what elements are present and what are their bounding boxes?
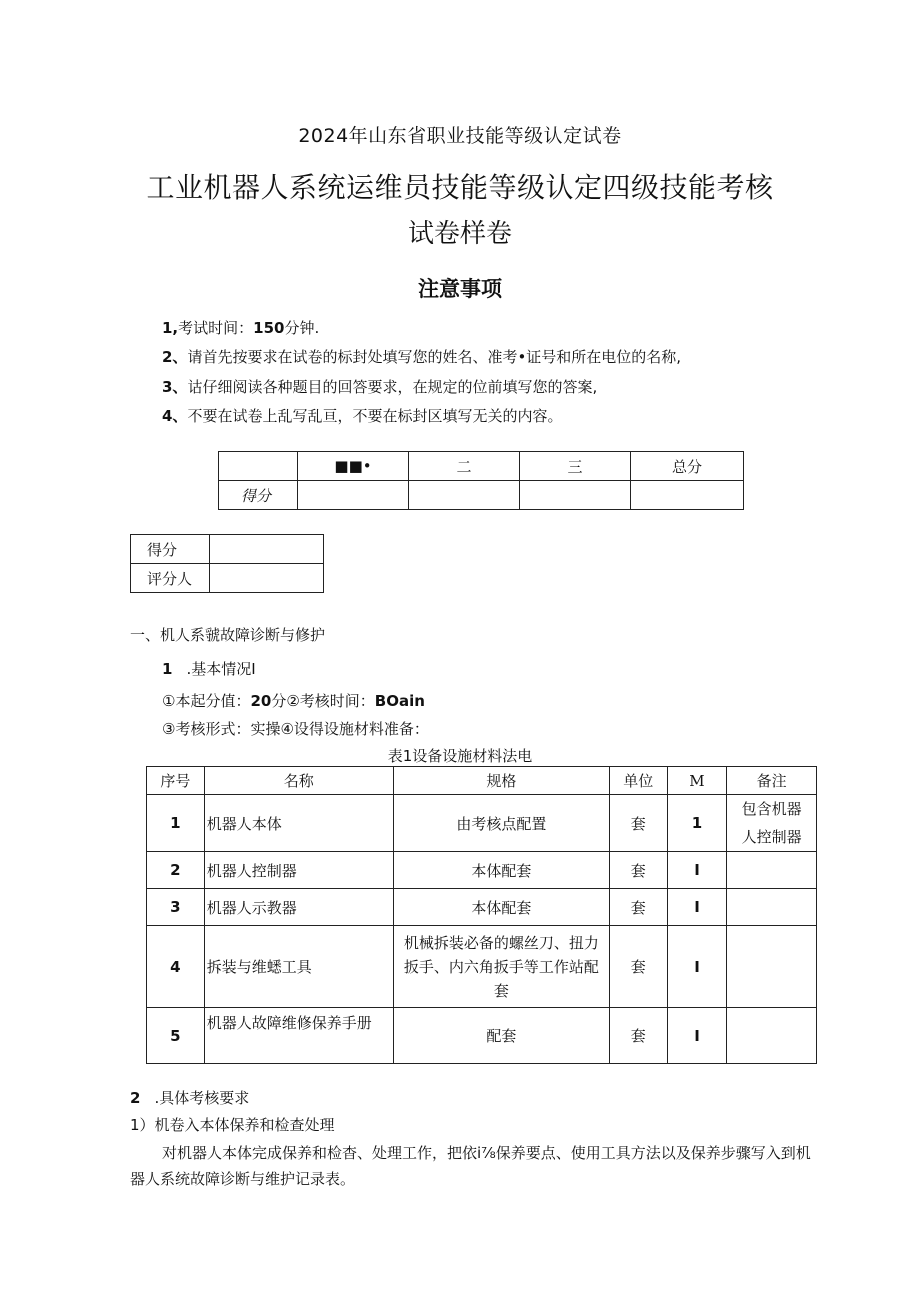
subsection-heading <box>130 1087 249 1108</box>
subsection-item-heading: 1）机卷入本体保养和检查处理 <box>130 1116 335 1134</box>
grader-table <box>130 534 324 593</box>
item-spec: 本体配套 <box>393 852 609 889</box>
item-note <box>727 852 817 889</box>
grader-input-cell[interactable] <box>210 564 324 593</box>
subsection-title: .基本情况I <box>186 660 256 678</box>
notice-item-prefix: 2、 <box>162 348 188 366</box>
notice-item-prefix: 1, <box>162 319 179 337</box>
table-header-row <box>147 767 817 795</box>
spec-line: 机械拆装必备的螺丝刀、扭力 <box>403 933 599 952</box>
score-input-cell[interactable] <box>631 481 744 510</box>
score-input-cell[interactable] <box>298 481 409 510</box>
score-row-label: 得分 <box>219 481 298 510</box>
item-spec: 由考核点配置 <box>393 795 609 852</box>
table-header-cell: 单位 <box>609 767 667 795</box>
notice-item-prefix: 4、 <box>162 407 188 425</box>
row-number: 1 <box>147 795 205 852</box>
notice-item <box>162 405 562 426</box>
item-unit: 套 <box>609 852 667 889</box>
notice-item-prefix: 3、 <box>162 378 188 396</box>
info-text: 分②考核时间： <box>271 692 375 710</box>
info-value: 20 <box>250 692 272 710</box>
table-row <box>219 481 744 510</box>
notice-item-text: 考试时间： <box>178 319 254 337</box>
item-spec: 本体配套 <box>393 889 609 926</box>
table-header-cell: 三 <box>520 452 631 481</box>
item-unit: 套 <box>609 1008 667 1064</box>
grader-label-name: 评分人 <box>131 564 210 593</box>
item-qty: I <box>667 889 727 926</box>
item-unit: 套 <box>609 795 667 852</box>
table-header-cell: M <box>667 767 727 795</box>
exam-info-line <box>162 690 425 711</box>
item-note <box>727 795 817 852</box>
item-note <box>727 926 817 1008</box>
table-row <box>147 795 817 852</box>
item-spec <box>393 926 609 1008</box>
body-paragraph: 对机器人本体完成保养和检杳、处理工作，把依i⅞保养要点、使用工具方法以及保养步骤写入到机器人系统故障诊断与维护记录表。 <box>130 1144 811 1188</box>
equipment-table <box>146 766 817 1064</box>
item-unit: 套 <box>609 889 667 926</box>
table-row <box>131 564 324 593</box>
item-name: 机器人故障维修保养手册 <box>204 1008 393 1064</box>
notice-item-text: 分钟. <box>284 319 320 337</box>
exam-main-title: 工业机器人系统运维员技能等级认定四级技能考核 <box>146 171 774 204</box>
spec-line: 扳手、内六角扳手等工作站配 <box>403 957 599 976</box>
table-row <box>131 535 324 564</box>
note-line: 人控制器 <box>741 828 802 846</box>
notice-item-text: 请首先按要求在试卷的标封处填写您的姓名、准考•证号和所在电位的名称, <box>187 348 682 366</box>
item-note <box>727 1008 817 1064</box>
subsection-number: 1 <box>162 660 173 678</box>
table-header-cell: 备注 <box>727 767 817 795</box>
notice-item-text: 不要在试卷上乱写乱亘，不要在标封区填写无关的内容。 <box>187 407 563 425</box>
notice-item <box>162 376 597 397</box>
notice-item <box>162 346 681 367</box>
item-qty: I <box>667 926 727 1008</box>
grader-label-score: 得分 <box>131 535 210 564</box>
row-number: 5 <box>147 1008 205 1064</box>
table-row <box>147 926 817 1008</box>
spec-line: 套 <box>493 981 509 1000</box>
exam-sub-title: 试卷样卷 <box>407 219 512 249</box>
row-number: 4 <box>147 926 205 1008</box>
subsection-heading <box>162 658 256 679</box>
item-qty: I <box>667 852 727 889</box>
table-row <box>147 1008 817 1064</box>
score-input-cell[interactable] <box>409 481 520 510</box>
table-header-cell: 二 <box>409 452 520 481</box>
notice-item-text: 诂仔细阅读各种题目的回答要求，在规定的位前填写您的答案, <box>187 378 598 396</box>
table-header-cell: 总分 <box>631 452 744 481</box>
item-name: 机器人示教器 <box>204 889 393 926</box>
table-cell <box>219 452 298 481</box>
table-header-cell: ■■• <box>298 452 409 481</box>
subsection-title: .具体考核要求 <box>154 1089 250 1107</box>
notice-item-bold: 150 <box>253 319 285 337</box>
section-heading: 一、机人系虢故障诊断与修护 <box>130 626 326 644</box>
grader-input-cell[interactable] <box>210 535 324 564</box>
item-qty: I <box>667 1008 727 1064</box>
table-caption: 表1设备设施材料法电 <box>387 747 533 765</box>
item-unit: 套 <box>609 926 667 1008</box>
item-name: 拆装与维蟋工具 <box>204 926 393 1008</box>
table-row <box>147 852 817 889</box>
item-note <box>727 889 817 926</box>
subsection-number: 2 <box>130 1089 141 1107</box>
note-line: 包含机器 <box>741 800 802 818</box>
row-number: 3 <box>147 889 205 926</box>
item-spec: 配套 <box>393 1008 609 1064</box>
table-header-cell: 名称 <box>204 767 393 795</box>
row-number: 2 <box>147 852 205 889</box>
notice-item <box>162 317 319 338</box>
info-text: ①本起分值： <box>162 692 251 710</box>
item-qty: 1 <box>667 795 727 852</box>
item-name: 机器人控制器 <box>204 852 393 889</box>
table-row <box>219 452 744 481</box>
notice-title: 注意事项 <box>418 277 502 301</box>
exam-info-line: ③考核形式：实操④设得设施材料准备： <box>162 720 429 738</box>
score-input-cell[interactable] <box>520 481 631 510</box>
table-header-cell: 序号 <box>147 767 205 795</box>
exam-year-title: 2024年山东省职业技能等级认定试卷 <box>298 125 622 147</box>
info-value: BOain <box>374 692 425 710</box>
table-row <box>147 889 817 926</box>
score-table <box>218 451 744 510</box>
table-header-cell: 规格 <box>393 767 609 795</box>
item-name: 机器人本体 <box>204 795 393 852</box>
